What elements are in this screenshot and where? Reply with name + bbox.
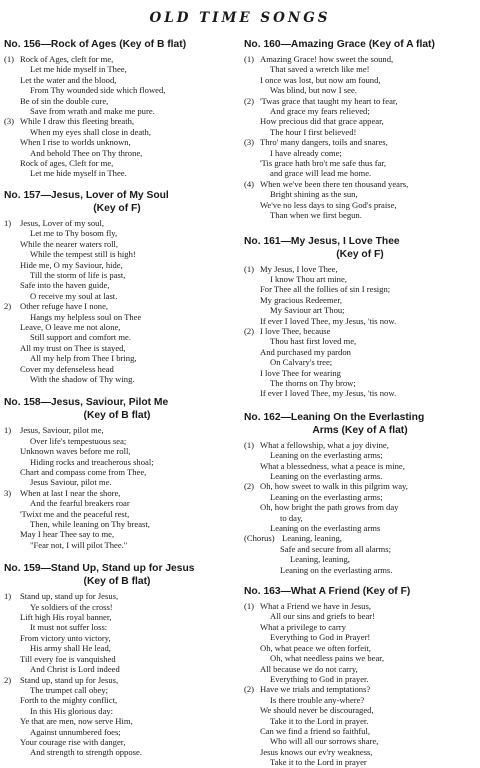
song-block [4,562,230,758]
lyric-text: Let the water and the blood, [20,74,117,85]
lyric-text: Cover my defenseless head [20,363,114,374]
verse-number: (4) [244,178,255,189]
lyric-line [4,477,230,487]
lyric-text: Have we trials and temptations? [260,684,371,695]
song-heading [4,396,230,422]
lyric-line [244,622,476,632]
lyric-text: And the fearful breakers roar [30,498,130,509]
lyric-line [4,457,230,467]
verse-number: (2) [244,95,255,106]
lyric-line [244,653,476,663]
lyric-text: How precious did that grace appear, [260,116,384,127]
lyric-line [4,280,230,290]
lyric-text: If ever I loved Thee, my Jesus, 'tis now. [260,315,397,326]
song-block [4,38,230,179]
lyric-text: Till every foe is vanquished [20,653,116,664]
verse-number: 1) [4,591,12,602]
lyric-line [244,684,476,694]
lyric-text: From Thy wounded side which flowed, [30,85,166,96]
lyric-text: When I rise to worlds unknown, [20,137,131,148]
lyric-line [244,179,476,189]
lyric-text: Lift high His royal banner, [20,612,112,623]
song-lyrics [244,54,476,221]
lyric-text: Your courage rise with danger, [20,736,126,747]
lyric-text: Oh, what peace we often forfeit, [260,642,371,653]
lyric-line [4,96,230,106]
lyric-text: Everything to God in Prayer! [270,632,371,643]
lyric-text: Leaning on the everlasting arms [270,523,381,534]
song-heading [244,411,476,437]
lyric-line [244,440,476,450]
lyric-line [4,64,230,74]
lyric-text: I once was lost, but now am found, [260,74,381,85]
lyric-line [4,612,230,622]
song-lyrics [4,591,230,758]
song-block [4,396,230,550]
lyric-line [244,168,476,178]
lyric-line [4,675,230,685]
song-title: No. 163—What A Friend (Key of F) [244,586,411,598]
lyric-text: What a privilege to carry [260,621,346,632]
lyric-text: Ye soldiers of the cross! [30,601,113,612]
lyric-text: Was blind, but now I see. [270,85,357,96]
lyric-line [244,481,476,491]
lyric-text: When my eyes shall close in death, [30,126,151,137]
lyric-text: While the nearer waters roll, [20,238,119,249]
lyric-text: When we've been there ten thousand years, [260,178,409,189]
song-block [4,189,230,385]
lyric-line [4,706,230,716]
lyric-line [4,291,230,301]
lyric-text: Rock of Ages, cleft for me, [20,54,114,64]
lyric-text: Who will all our sorrows share, [270,736,379,747]
lyric-text: May I hear Thee say to me, [20,529,115,540]
lyric-line [244,75,476,85]
right-column [244,38,476,768]
lyric-text: Let me hide myself in Thee. [30,168,127,179]
lyric-text: Leaning on the everlasting arms; [270,491,383,502]
verse-number: (2) [244,325,255,336]
lyric-line [244,736,476,746]
lyric-text: While I draw this fleeting breath, [20,116,135,127]
lyric-line [244,85,476,95]
lyric-line [4,168,230,178]
lyric-text: With the shadow of Thy wing. [30,373,135,384]
lyric-line [4,353,230,363]
lyric-line [244,284,476,294]
lyric-line [244,336,476,346]
verse-number: (3) [244,137,255,148]
lyric-line [244,664,476,674]
lyric-line [4,260,230,270]
song-heading [244,235,476,261]
lyric-text: And behold Thee on Thy throne, [30,147,143,158]
lyric-line [4,519,230,529]
lyric-text: Jesus, Saviour, pilot me, [20,425,104,436]
verse-number: (1) [244,54,255,64]
lyric-text: If ever I loved Thee, my Jesus, 'tis now. [260,388,397,399]
lyric-line [244,116,476,126]
lyric-text: Take it to the Lord in prayer. [270,715,369,726]
lyric-line [4,716,230,726]
lyric-line [4,685,230,695]
lyric-line [4,654,230,664]
lyric-text: Hangs my helpless soul on Thee [30,311,142,322]
verse-number: (1) [4,54,15,64]
lyric-text: 'Twixt me and the peaceful rest, [20,508,130,519]
verse-number: 2) [4,674,12,685]
lyric-line [4,127,230,137]
lyric-text: From victory unto victory, [20,632,111,643]
song-key: (Key of B flat) [83,410,151,422]
lyric-text: Stand up, stand up for Jesus, [20,674,119,685]
lyric-text: Hide me, O my Saviour, hide, [20,259,123,270]
song-heading [4,562,230,588]
lyric-line [244,695,476,705]
lyric-line [4,374,230,384]
lyric-text: Leaning, leaning, [282,533,342,544]
song-lyrics [4,54,230,179]
lyric-text: Amazing Grace! how sweet the sound, [260,54,394,64]
song-block [244,585,476,768]
lyric-text: Forth to the mighty conflict, [20,695,118,706]
lyric-line [244,513,476,523]
lyric-line [4,509,230,519]
lyric-line [4,498,230,508]
song-lyrics [244,601,476,768]
lyric-text: Rock of ages, Cleft for me, [20,158,114,169]
lyric-text: All our sins and griefs to bear! [270,611,376,622]
lyric-line [244,461,476,471]
song-lyrics [244,264,476,399]
lyric-line [4,643,230,653]
lyric-line [244,64,476,74]
lyric-line [4,137,230,147]
lyric-line [244,210,476,220]
song-heading [4,38,230,51]
lyric-line [244,378,476,388]
lyric-text: Take it to the Lord in prayer [270,757,367,768]
song-heading [4,189,230,215]
lyric-text: I love Thee, because [260,325,331,336]
lyric-text: Oh, how sweet to walk in this pilgrim way, [260,481,408,492]
lyric-text: Be of sin the double cure, [20,95,109,106]
lyric-text: And purchased my pardon [260,346,351,357]
song-heading [244,585,476,598]
lyric-line [4,364,230,374]
lyric-text: Hiding rocks and treacherous shoal; [30,456,154,467]
lyric-line [4,446,230,456]
lyric-text: I have already come; [270,147,342,158]
lyric-text: We've no less days to sing God's praise, [260,199,397,210]
lyric-line [4,322,230,332]
lyric-line [244,274,476,284]
verse-number: 1) [4,425,12,436]
lyric-line [244,305,476,315]
lyric-line [244,137,476,147]
lyric-line [244,295,476,305]
lyric-text: While the tempest still is high! [30,249,136,260]
lyric-line [4,239,230,249]
lyric-text: Leaning on the everlasting arms. [270,471,383,481]
lyric-line [4,249,230,259]
lyric-line [244,643,476,653]
lyric-line [4,332,230,342]
lyric-line [244,544,476,554]
lyric-line [4,312,230,322]
lyric-text: It must not suffer loss: [30,622,108,633]
lyric-text: Can we find a friend so faithful, [260,725,371,736]
song-lyrics [244,440,476,575]
lyric-text: The thorns on Thy brow; [270,377,356,388]
lyric-line [244,554,476,564]
lyric-line [4,75,230,85]
lyric-line [244,523,476,533]
verse-number: 2) [4,301,12,312]
lyric-text: Save from wrath and make me pure. [30,106,155,117]
lyric-line [4,270,230,280]
lyric-text: Let me hide myself in Thee, [30,64,127,75]
lyric-line [244,716,476,726]
lyric-text: My Saviour art Thou; [270,305,345,316]
lyric-line [244,347,476,357]
lyric-text: O receive my soul at last. [30,290,118,301]
lyric-line [4,228,230,238]
lyric-text: Leaning, leaning, [290,554,350,565]
lyric-line [4,148,230,158]
lyric-line [244,127,476,137]
lyric-line [244,471,476,481]
lyric-line [4,591,230,601]
lyric-line [244,611,476,621]
lyric-line [4,602,230,612]
lyric-text: We should never be discouraged, [260,705,374,716]
lyric-line [4,529,230,539]
lyric-text: Ye that are men, now serve Him, [20,716,133,727]
song-title: No. 156—Rock of Ages (Key of B flat) [4,39,187,50]
verse-number: (2) [244,481,255,492]
lyric-line [244,200,476,210]
lyric-text: Oh, how bright the path grows from day [260,502,399,513]
lyric-line [4,301,230,311]
lyric-text: Everything to God in prayer. [270,673,369,684]
lyric-line [244,388,476,398]
lyric-text: Till the storm of life is past, [30,269,126,280]
song-key: (Key of F) [336,248,384,260]
lyric-text: Unknown waves before me roll, [20,446,131,457]
lyric-text: And Christ is Lord indeed [30,664,120,675]
lyric-line [244,674,476,684]
song-key: (Key of F) [93,202,141,214]
lyric-text: His army shall He lead, [30,643,111,654]
lyric-line [244,158,476,168]
lyric-text: Is there trouble any-where? [270,694,365,705]
lyric-line [4,85,230,95]
lyric-text: I know Thou art mine, [270,273,347,284]
lyric-line [4,436,230,446]
lyric-line [244,106,476,116]
song-title: No. 162—Leaning On the Everlasting [244,411,425,423]
lyric-line [244,492,476,502]
lyric-line [4,218,230,228]
lyric-text: Than when we first begun. [270,210,362,221]
lyric-line [4,727,230,737]
verse-number: (2) [244,684,255,695]
lyric-line [4,343,230,353]
lyric-text: Let me to Thy bosom fly, [30,228,118,239]
lyric-text: What a blessedness, what a peace is mine, [260,460,405,471]
lyric-line [4,695,230,705]
lyric-text: Jesus knows our ev'ry weakness, [260,746,373,757]
lyric-text: Other refuge have I none, [20,301,109,312]
song-block [244,235,476,399]
lyric-line [4,106,230,116]
lyric-text: Jesus, Lover of my soul, [20,217,105,228]
lyric-line [4,737,230,747]
lyric-line [244,726,476,736]
lyric-line [244,565,476,575]
lyric-line [244,747,476,757]
lyric-line [244,632,476,642]
lyric-text: My Jesus, I love Thee, [260,263,338,274]
lyric-line [4,488,230,498]
lyric-text: and grace will lead me home. [270,168,372,179]
lyric-line [244,533,476,543]
lyric-line [244,326,476,336]
lyric-text: In this His glorious day: [30,705,114,716]
lyric-line [244,705,476,715]
lyric-line [244,264,476,274]
lyric-line [4,116,230,126]
lyric-text: All my trust on Thee is stayed, [20,342,126,353]
lyric-line [244,148,476,158]
lyric-text: Safe and secure from all alarms; [280,543,391,554]
song-title: No. 158—Jesus, Saviour, Pilot Me [4,397,169,409]
lyric-text: The trumpet call obey; [30,684,109,695]
lyric-text: The hour I first believed! [270,126,357,137]
page-title: OLD TIME SONGS [149,10,331,26]
lyric-text: Jesus Saviour, pilot me. [30,477,112,488]
left-column [4,38,230,758]
lyric-text: Bright shining as the sun, [270,189,358,200]
lyric-line [244,368,476,378]
song-heading [244,38,476,51]
lyric-text: 'Twas grace that taught my heart to fear, [260,95,398,106]
lyric-line [4,54,230,64]
lyric-text: Leaning on the everlasting arms. [280,564,393,575]
lyric-line [244,54,476,64]
lyric-text: When at last I near the shore, [20,487,121,498]
lyric-text: Stand up, stand up for Jesus, [20,591,119,602]
lyric-text: Leaning on the everlasting arms; [270,450,383,461]
song-lyrics [4,218,230,385]
lyric-line [4,633,230,643]
lyric-line [244,316,476,326]
lyric-text: Over life's tempestuous sea; [30,435,127,446]
lyric-text: to day, [280,512,303,523]
lyric-line [4,158,230,168]
lyric-line [244,450,476,460]
lyric-text: 'Tis grace hath bro't me safe thus far, [260,158,387,169]
song-title: No. 160—Amazing Grace (Key of A flat) [244,39,435,50]
lyric-line [4,747,230,757]
song-block [244,38,476,221]
lyric-text: Chart and compass come from Thee, [20,467,147,477]
lyric-text: And strength to strength oppose. [30,747,142,758]
lyric-line [4,664,230,674]
lyric-text: What a Friend we have in Jesus, [260,601,371,612]
song-title: No. 161—My Jesus, I Love Thee [244,235,400,247]
song-lyrics [4,425,230,550]
lyric-text: Safe into the haven guide, [20,280,110,291]
song-title: No. 157—Jesus, Lover of My Soul [4,189,169,201]
lyric-text: That saved a wretch like me! [270,64,370,75]
lyric-line [244,757,476,767]
lyric-line [244,96,476,106]
verse-number: (Chorus) [244,533,275,544]
lyric-text: And grace my fears relieved; [270,106,370,117]
lyric-line [244,357,476,367]
lyric-text: What a fellowship, what a joy divine, [260,439,389,450]
lyric-text: For Thee all the follies of sin I resign; [260,284,391,295]
lyric-line [4,425,230,435]
lyric-text: All my help from Thee I bring, [30,353,137,364]
lyric-text: Still support and comfort me. [30,332,131,343]
verse-number: (1) [244,263,255,274]
lyric-text: Leave, O leave me not alone, [20,321,121,332]
lyric-line [4,540,230,550]
lyric-text: Against unnumbered foes; [30,726,121,737]
verse-number: (1) [244,439,255,450]
song-key: Arms (Key of A flat) [312,424,408,436]
verse-number: 3) [4,487,12,498]
verse-number: (1) [244,601,255,612]
lyric-text: Oh, what needless pains we bear, [270,653,384,664]
lyric-text: I love Thee for wearing [260,367,341,378]
song-title: No. 159—Stand Up, Stand up for Jesus [4,563,195,575]
lyric-line [244,189,476,199]
lyric-text: My gracious Redeemer, [260,294,342,305]
verse-number: (3) [4,116,15,127]
lyric-text: Thou hast first loved me, [270,336,357,347]
verse-number: 1) [4,217,12,228]
lyric-text: Thro' many dangers, toils and snares, [260,137,388,148]
lyric-line [4,622,230,632]
lyric-text: "Fear not, I will pilot Thee." [30,539,128,550]
lyric-text: Then, while leaning on Thy breast, [30,519,150,530]
lyric-line [4,467,230,477]
lyric-line [244,601,476,611]
lyric-text: On Calvary's tree; [270,357,333,368]
lyric-line [244,502,476,512]
song-block [244,411,476,575]
song-key: (Key of B flat) [83,576,151,588]
lyric-text: All because we do not carry, [260,663,358,674]
